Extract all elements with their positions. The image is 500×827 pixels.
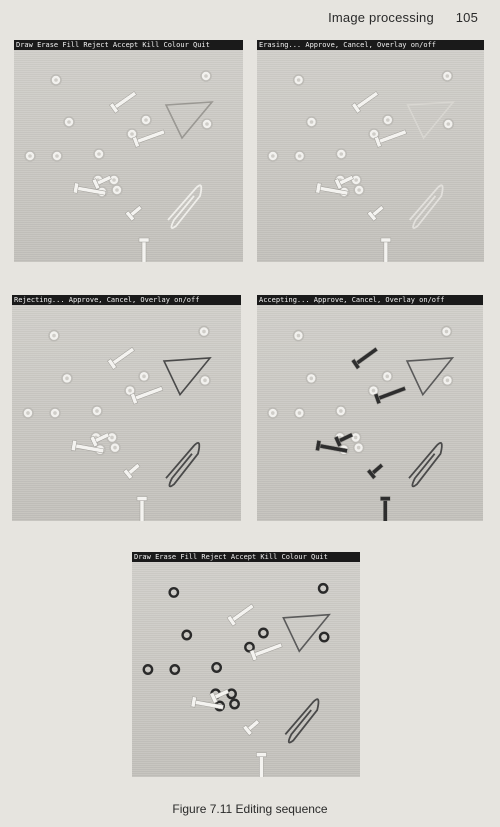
bolt: [374, 127, 407, 147]
paperclip: [409, 443, 442, 486]
washer: [320, 633, 328, 642]
bolt: [374, 383, 407, 404]
page-number: 105: [455, 10, 478, 25]
section-title: Image processing: [328, 10, 434, 25]
washer-hole: [310, 120, 314, 124]
washer-hole: [130, 132, 134, 136]
washer-hole: [354, 178, 358, 182]
bolt: [107, 345, 136, 370]
menu-bar[interactable]: Draw Erase Fill Reject Accept Kill Colour Quit: [14, 40, 243, 50]
washer: [259, 629, 267, 638]
bolt: [351, 345, 379, 370]
washer-hole: [113, 446, 117, 450]
washer-hole: [203, 379, 207, 383]
washer-hole: [354, 436, 358, 440]
parts-drawing: [14, 50, 243, 262]
washer-hole: [28, 154, 32, 158]
washer-hole: [115, 188, 119, 192]
washer-hole: [26, 411, 30, 415]
washer-hole: [55, 154, 59, 158]
processed-image: [132, 562, 360, 777]
bolt: [137, 497, 147, 521]
bolt: [123, 461, 142, 479]
washer-hole: [144, 118, 148, 122]
washer-hole: [447, 122, 451, 126]
washer-hole: [445, 330, 449, 334]
bolt: [367, 461, 385, 479]
panel-draw-menu: [14, 40, 243, 262]
bolt-head: [137, 497, 147, 501]
bolt-head: [139, 238, 149, 242]
bolt-shaft: [384, 240, 388, 262]
bolt: [352, 89, 380, 113]
bolt: [132, 127, 165, 147]
parts-drawing: [257, 50, 484, 262]
washer-hole: [372, 132, 376, 136]
bolt-shaft: [355, 347, 378, 366]
menu-bar[interactable]: Accepting... Approve, Cancel, Overlay on/off: [257, 295, 483, 305]
bolt-shaft: [377, 130, 406, 144]
washer-hole: [65, 377, 69, 381]
bolt-shaft: [355, 91, 378, 109]
panel-rejecting: [12, 295, 241, 521]
washer-hole: [271, 411, 275, 415]
panel-final: [132, 552, 360, 777]
bolt-shaft: [253, 643, 282, 657]
bolt-head: [315, 440, 321, 451]
washer-hole: [297, 334, 301, 338]
washer-hole: [310, 377, 314, 381]
washer: [227, 690, 235, 699]
washer-hole: [97, 152, 101, 156]
bolt: [227, 602, 256, 627]
washer-hole: [339, 152, 343, 156]
washer-hole: [52, 334, 56, 338]
washer-hole: [112, 178, 116, 182]
bolt-shaft: [111, 347, 135, 366]
bolt-head: [380, 497, 390, 501]
paperclip: [410, 185, 443, 228]
processed-image: [257, 305, 483, 521]
bolt-head: [73, 183, 79, 194]
bolt: [130, 383, 163, 404]
washer-hole: [204, 74, 208, 78]
processed-image: [14, 50, 243, 262]
menu-bar[interactable]: Draw Erase Fill Reject Accept Kill Colour Quit: [132, 552, 360, 562]
washer: [144, 665, 152, 674]
washer: [183, 631, 191, 640]
bolt: [125, 203, 144, 221]
washer-hole: [205, 122, 209, 126]
paperclip: [285, 699, 318, 742]
parts-drawing: [257, 305, 483, 521]
washer-hole: [339, 409, 343, 413]
bolt: [380, 497, 390, 521]
washer: [230, 700, 238, 709]
panel-accepting: [257, 295, 483, 521]
page-header: [328, 10, 478, 25]
processed-image: [257, 50, 484, 262]
panel-erasing: [257, 40, 484, 262]
bolt-head: [316, 183, 322, 194]
washer-hole: [386, 118, 390, 122]
washer-hole: [95, 409, 99, 413]
bolt-head: [71, 440, 77, 451]
menu-bar[interactable]: Rejecting... Approve, Cancel, Overlay on/off: [12, 295, 241, 305]
bolt: [367, 203, 386, 221]
bolt: [243, 717, 262, 735]
washer: [170, 588, 178, 597]
washer-hole: [110, 436, 114, 440]
washer-hole: [142, 374, 146, 378]
figure-caption: Figure 7.11 Editing sequence: [172, 802, 328, 816]
bolt-head: [256, 753, 266, 757]
washer-hole: [446, 74, 450, 78]
bolt-shaft: [140, 499, 144, 521]
washer: [171, 665, 179, 674]
washer-hole: [53, 411, 57, 415]
bolt-shaft: [135, 130, 165, 144]
bolt-shaft: [142, 240, 146, 262]
washer: [212, 663, 220, 672]
washer-hole: [67, 120, 71, 124]
washer-hole: [297, 78, 301, 82]
bolt-shaft: [383, 499, 387, 521]
washer-hole: [385, 374, 389, 378]
menu-bar[interactable]: Erasing... Approve, Cancel, Overlay on/off: [257, 40, 484, 50]
washer-hole: [54, 78, 58, 82]
washer-hole: [372, 389, 376, 393]
washer-hole: [128, 389, 132, 393]
bolt-head: [381, 238, 391, 242]
parts-drawing: [132, 562, 360, 777]
washer: [319, 584, 327, 593]
bolt-shaft: [259, 755, 263, 777]
paperclip: [166, 443, 199, 486]
bolt: [109, 89, 138, 113]
bolt-head: [191, 697, 197, 708]
washer-hole: [298, 411, 302, 415]
washer-hole: [271, 154, 275, 158]
bolt: [250, 640, 283, 661]
bolt: [256, 753, 266, 777]
washer-hole: [446, 379, 450, 383]
washer-hole: [357, 446, 361, 450]
washer-hole: [357, 188, 361, 192]
bolt-shaft: [230, 604, 253, 622]
bolt: [381, 238, 391, 262]
washer-hole: [298, 154, 302, 158]
paperclip: [168, 185, 201, 228]
processed-image: [12, 305, 241, 521]
washer-hole: [202, 330, 206, 334]
bolt-shaft: [377, 386, 406, 400]
bolt-shaft: [113, 91, 137, 109]
bolt-shaft: [133, 386, 163, 400]
parts-drawing: [12, 305, 241, 521]
bolt: [139, 238, 149, 262]
